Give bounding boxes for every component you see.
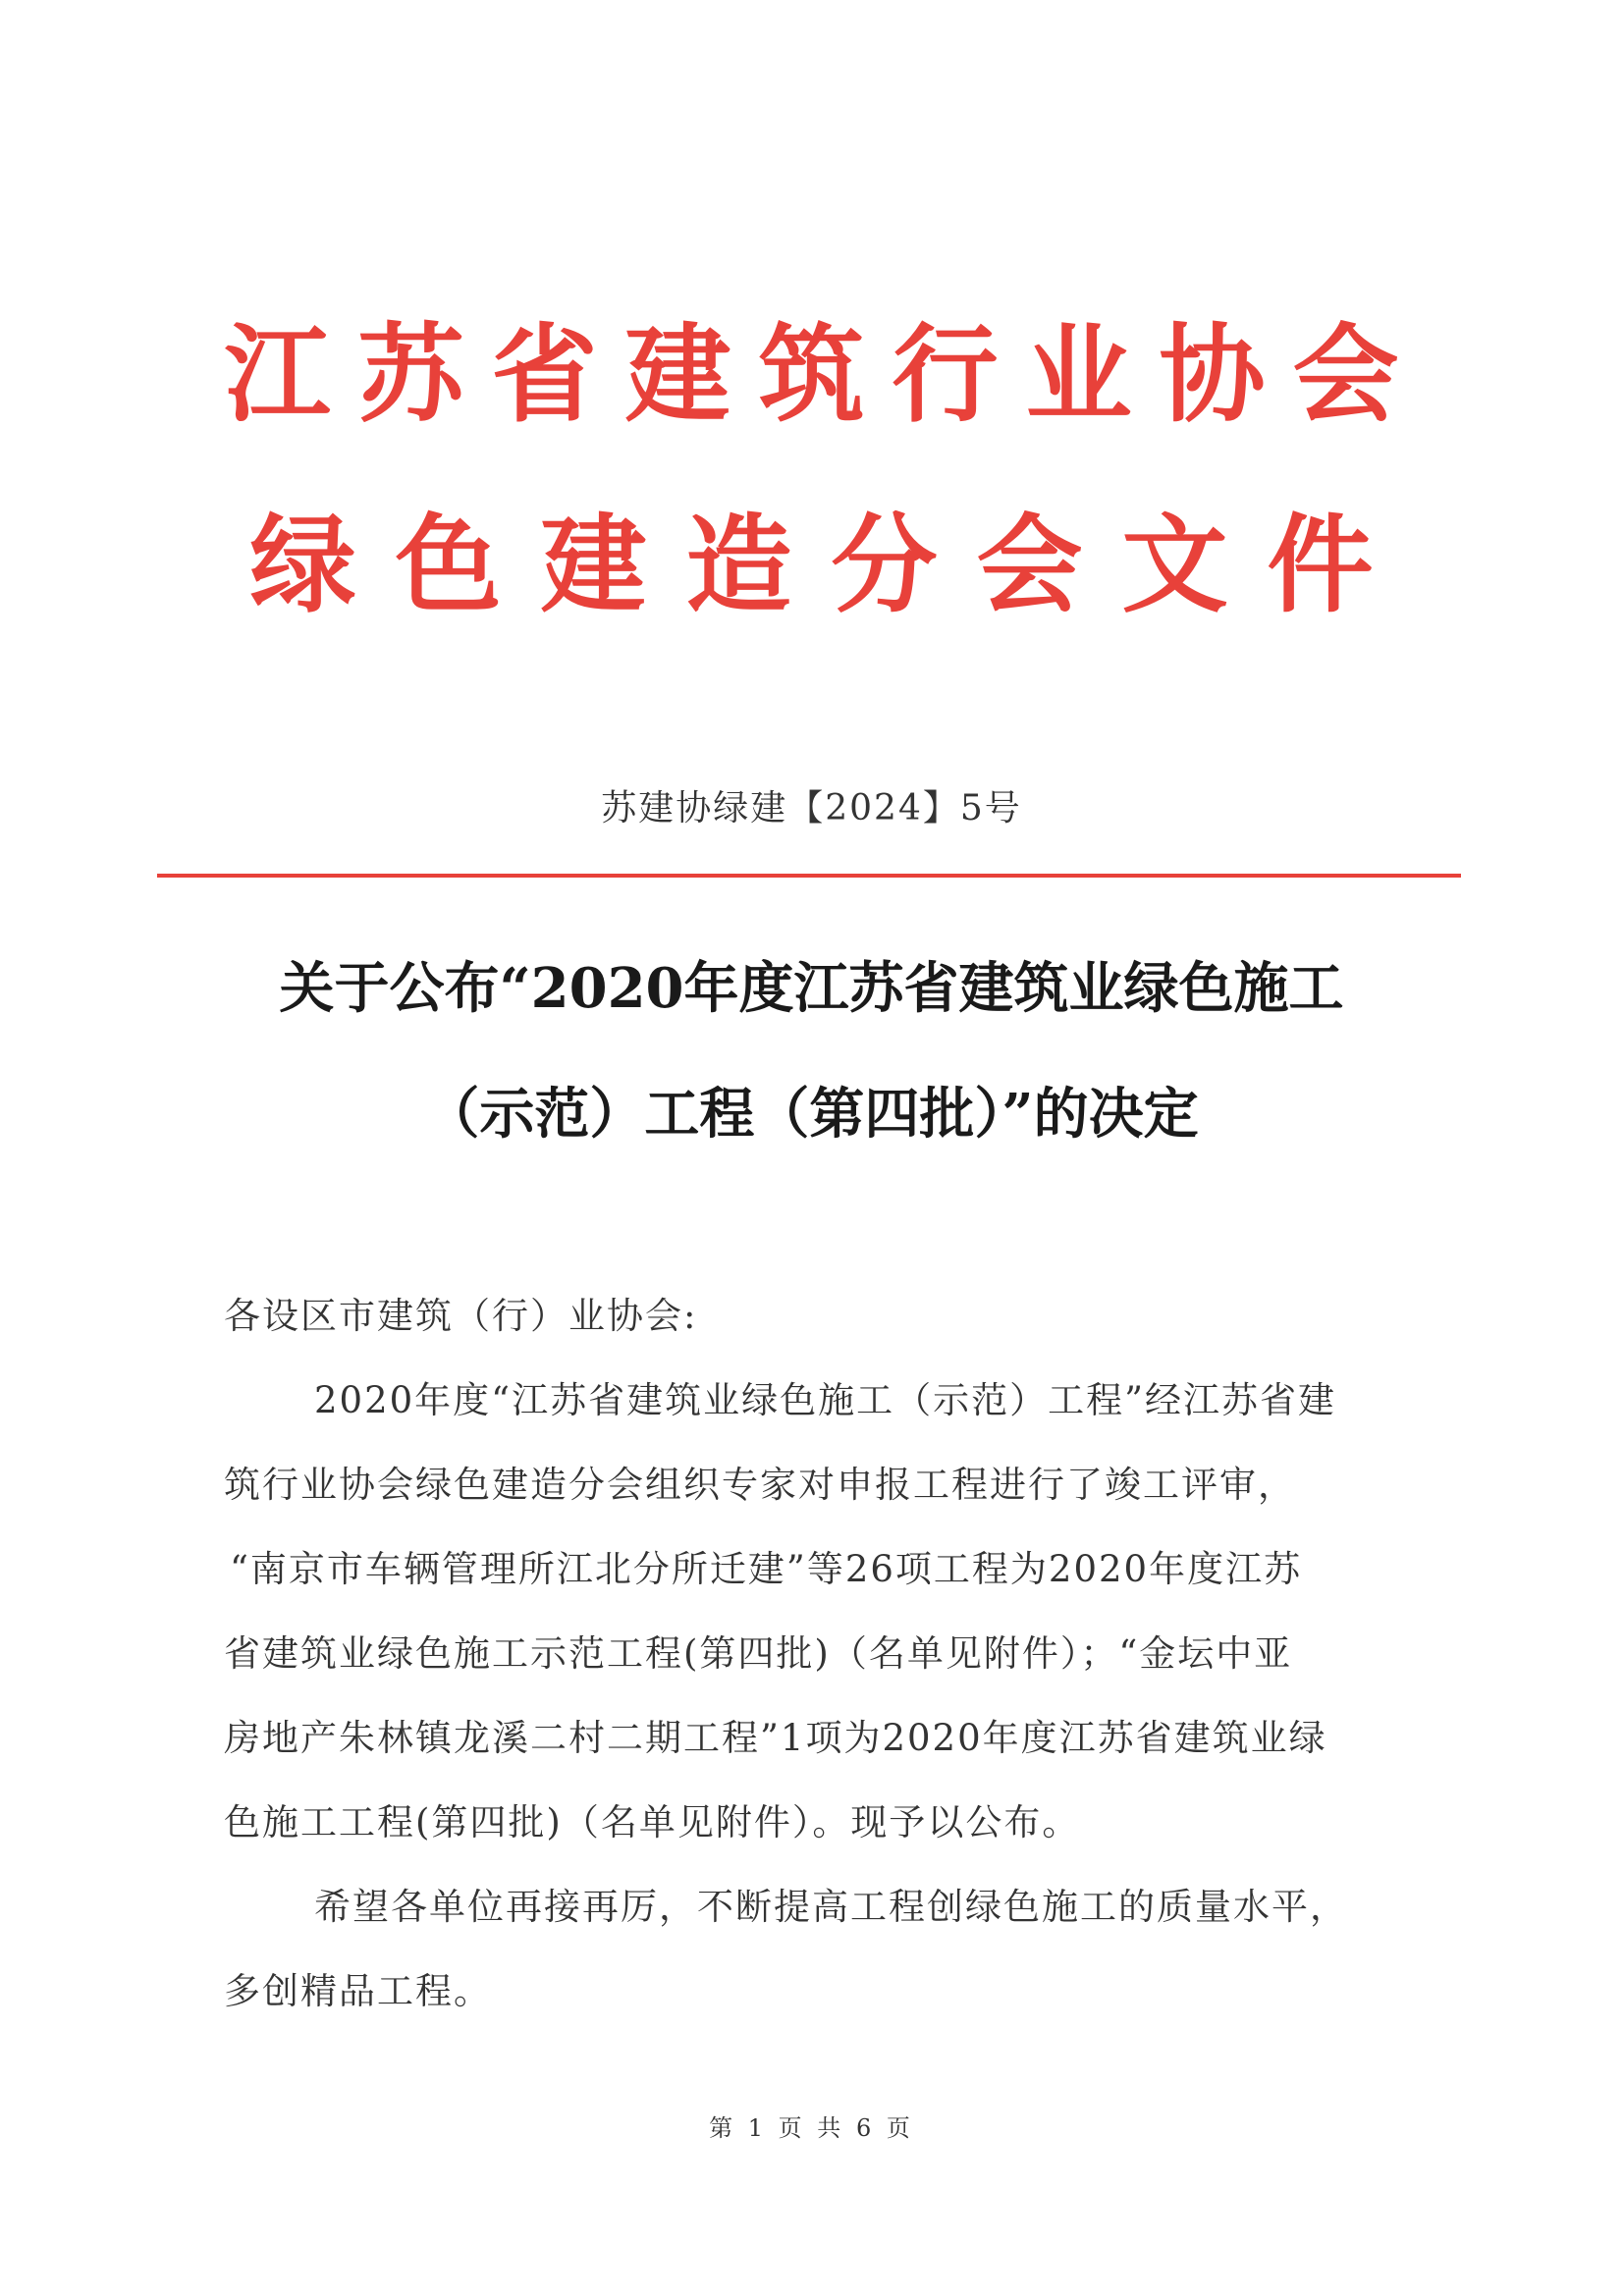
page-indicator: 第 1 页 共 6 页 bbox=[709, 2114, 914, 2142]
letterhead-divider bbox=[157, 874, 1461, 878]
paragraph-2-line: 多创精品工程。 bbox=[224, 1970, 492, 2012]
document-number: 苏建协绿建【2024】5号 bbox=[601, 788, 1022, 828]
paragraph-1-line: 色施工工程(第四批)（名单见附件）。现予以公布。 bbox=[224, 1801, 1081, 1843]
salutation: 各设区市建筑（行）业协会: bbox=[224, 1295, 698, 1337]
paragraph-1-line: “南京市车辆管理所江北分所迁建”等26项工程为2020年度江苏 bbox=[230, 1548, 1303, 1590]
paragraph-1-line: 2020年度“江苏省建筑业绿色施工（示范）工程”经江苏省建 bbox=[314, 1379, 1336, 1421]
document-title-line-2: （示范）工程（第四批）”的决定 bbox=[424, 1082, 1199, 1147]
paragraph-1-line: 筑行业协会绿色建造分会组织专家对申报工程进行了竣工评审， bbox=[224, 1464, 1296, 1506]
document-title-line-1: 关于公布“2020年度江苏省建筑业绿色施工 bbox=[279, 956, 1344, 1021]
letterhead-org-name: 江苏省建筑行业协会 bbox=[224, 314, 1427, 437]
letterhead-document-type: 绿色建造分会文件 bbox=[249, 505, 1413, 627]
paragraph-2-line: 希望各单位再接再厉，不断提高工程创绿色施工的质量水平， bbox=[314, 1886, 1348, 1928]
paragraph-1-line: 省建筑业绿色施工示范工程(第四批)（名单见附件）；“金坛中亚 bbox=[224, 1632, 1293, 1675]
paragraph-1-line: 房地产朱林镇龙溪二村二期工程”1项为2020年度江苏省建筑业绿 bbox=[224, 1717, 1327, 1759]
